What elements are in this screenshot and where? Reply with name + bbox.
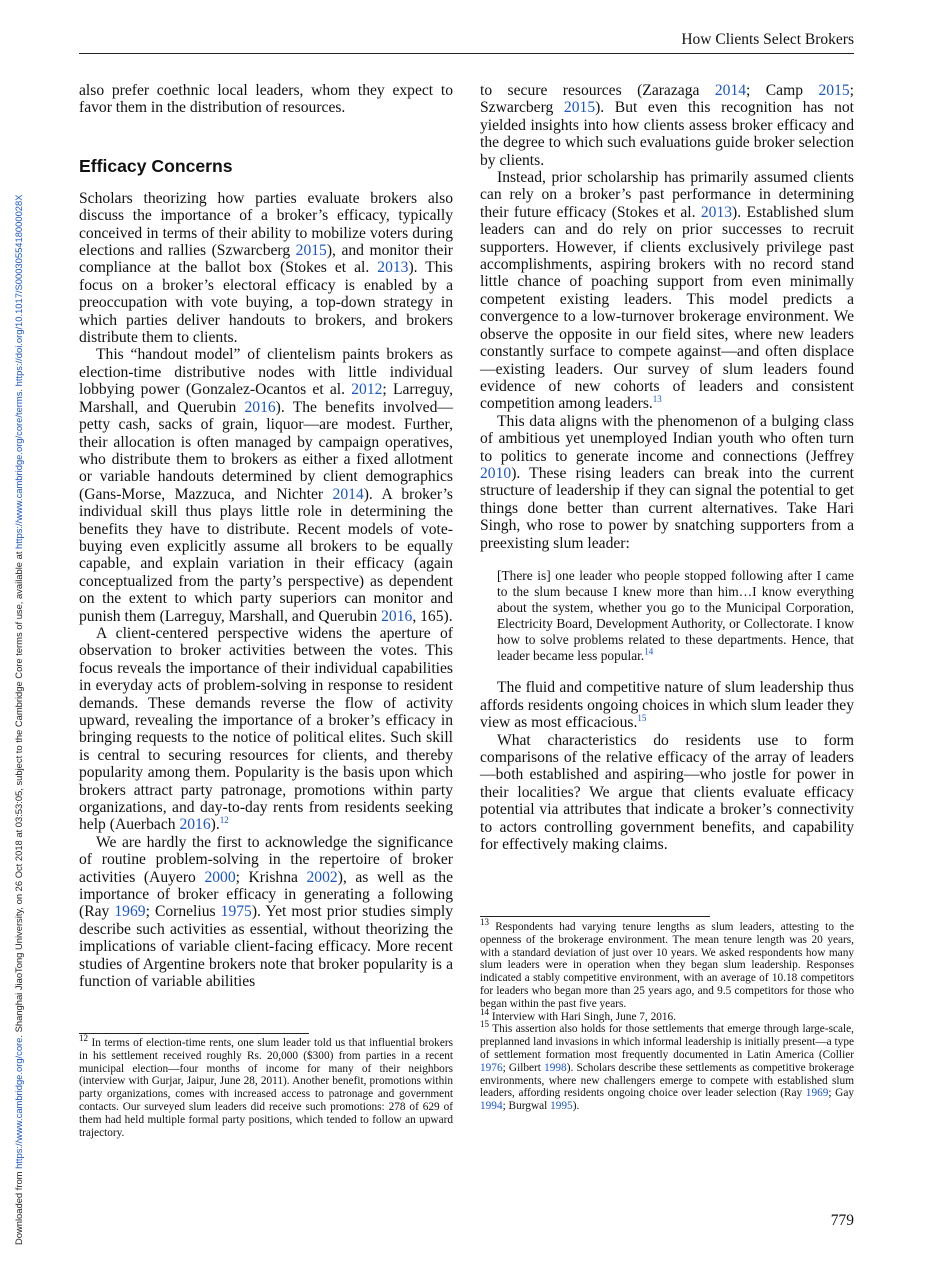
text-run: This assertion also holds for those settlements that emerge through large-scale, preplanned land invasions in which informal leadership is initially present—a type of settlement formation most frequently documented in Latin America (Collier: [480, 1023, 854, 1061]
text-run: ), and monitor their compliance at the ballot box (Stokes et al.: [79, 242, 453, 277]
citation-link[interactable]: 2015: [295, 242, 327, 260]
footnote-14: [480, 1006, 854, 1024]
footnote-number: 14: [480, 1006, 489, 1017]
citation-link[interactable]: 2000: [204, 868, 236, 886]
text-run: Scholars theorizing how parties evaluate brokers also discuss the importance of a broker’s efficacy, typically conceived in terms of their ability to mobilize voters during elections and rallies (Szwarcberg: [79, 189, 453, 260]
paragraph: [480, 413, 854, 552]
footnote-number: 15: [480, 1019, 489, 1030]
running-header: How Clients Select Brokers: [681, 31, 854, 48]
citation-link[interactable]: 2012: [351, 381, 383, 399]
footnote-marker[interactable]: 14: [644, 646, 654, 657]
paragraph: [79, 190, 453, 347]
header-rule: [79, 53, 854, 54]
text-run: We are hardly the first to acknowledge the significance of routine problem-solving in the repertoire of broker activities (Auyero: [79, 833, 453, 886]
citation-link[interactable]: 1995: [550, 1100, 573, 1113]
text-run: ; Gilbert: [502, 1061, 545, 1074]
download-notice-strip: [9, 85, 31, 1245]
footnote-marker[interactable]: 15: [637, 713, 647, 724]
paragraph: [480, 82, 854, 169]
doi-link[interactable]: https://doi.org/10.1017/S0003055418000028X: [13, 194, 24, 387]
text-run: ). Scholars describe these settlements as competitive brokerage environments, where new challengers emerge to compete with established slum leaders, affording residents ongoing choice over leader selection (Ray: [480, 1061, 854, 1100]
citation-link[interactable]: 1994: [480, 1100, 503, 1113]
text-run: ). These rising leaders can break into the current structure of leadership if they can signal the potential to get things done better than current alternatives. Take Hari Singh, who rose to power by snatching supporters from a preexisting slum leader:: [480, 464, 854, 552]
footnote-text: Respondents had varying tenure lengths as slum leaders, attesting to the openness of the brokerage environment. The mean tenure length was 20 years, with a standard deviation of just over 10 years. We asked respondents how many slum leaders were in operation when they began slum leadership. Responses indicated a stably competitive environment, with an average of 10.18 competitors for leaders who began more than 25 years ago, and 9.5 competitors for those who began within the past five years.: [480, 921, 854, 1010]
text-run: ; Krishna: [235, 868, 307, 886]
citation-link[interactable]: 2013: [377, 259, 409, 277]
text-run: ; Cornelius: [145, 903, 221, 921]
citation-link[interactable]: 2014: [332, 485, 364, 503]
text-run: Instead, prior scholarship has primarily assumed clients can rely on a broker’s past performance in determining their future efficacy (Stokes et al.: [480, 169, 854, 221]
footnote-number: 12: [79, 1033, 88, 1044]
citation-link[interactable]: 2014: [714, 82, 747, 99]
terms-link[interactable]: https://www.cambridge.org/core/terms: [13, 391, 24, 549]
citation-link[interactable]: 2015: [563, 99, 596, 117]
footnote-15: [480, 1019, 854, 1113]
text-run: ). Yet most prior studies simply describe such activities as essential, without theorizing the implications of variable client-facing efficacy. More recent studies of Argentine brokers note that broker popularity is a function of variable abilities: [79, 903, 453, 991]
text-run: ; Camp: [746, 82, 819, 99]
text-run: ).: [572, 1100, 580, 1113]
download-notice: [9, 85, 29, 1245]
paragraph: What characteristics do residents use to form comparisons of the relative efficacy of the array of leaders—both established and aspiring—who jostle for power in their localities? We argue that clients evaluate efficacy potential via attributes that indicate a broker’s connectivity to actors controlling government benefits, and capability for effectively making claims.: [480, 731, 854, 854]
citation-link[interactable]: 1976: [480, 1061, 503, 1074]
paragraph: [79, 346, 453, 625]
text-run: ). But even this recognition has not yielded insights into how clients assess broker efficacy and the degree to which such evaluations guide broker selection by clients.: [480, 99, 854, 169]
citation-link[interactable]: 2016: [179, 816, 211, 834]
footnote-text: Interview with Hari Singh, June 7, 2016.: [491, 1010, 677, 1023]
citation-link[interactable]: 2016: [244, 398, 276, 416]
page-number: 779: [830, 1212, 854, 1229]
text-run: ). The benefits involved—petty cash, sacks of grain, liquor—are modest. Further, their allocation is often managed by campaign operatives, who distribute them to brokers as either a fixed allotment or variable handouts determined by client demographics (Gans-Morse, Mazzuca, and Nichter: [79, 398, 453, 503]
paragraph: [79, 834, 453, 991]
right-column: [480, 82, 854, 853]
text-run: ). A broker’s individual skill thus plays little role in determining the benefits they have to distribute. Recent models of vote-buying even explicitly assume all brokers to be equally capable, and explain variation in their efficacy (again conceptualized from the party’s perspective) as dependent on the extent to which party superiors can monitor and punish them (Larreguy, Marshall, and Querubin: [79, 485, 454, 625]
footnote-marker[interactable]: 12: [219, 815, 229, 826]
cambridge-core-link[interactable]: https://www.cambridge.org/core: [13, 1037, 24, 1169]
text-run: A client-centered perspective widens the aperture of observation to broker activities between the votes. This focus reveals the importance of their individual capabilities in everyday acts of problem-solving in response to resident demands. These demands reverse the flow of activity upward, revealing the importance of a broker’s efficacy in bringing requests to the notice of political elites. Such skill is central to securing resources for clients, and thereby popularity among them. Popularity is the basis upon which brokers attract party patronage, promotions within party organizations, and day-to-day rents from residents seeking help (Auerbach: [79, 624, 453, 834]
text-run: This data aligns with the phenomenon of a bulging class of ambitious yet unemployed Indian youth who often turn to politics to generate income and connections (Jeffrey: [480, 412, 854, 465]
quote-text: [There is] one leader who people stopped following after I came to the slum because I knew more than him…I know everything about the system, whether you go to the Municipal Corporation, Electricity Board, Development Authority, or Collectorate. I know how to solve problems related to these departments. Hence, that leader became less popular.: [497, 567, 854, 663]
footnote-text: In terms of election-time rents, one slum leader told us that influential brokers in his settlement received roughly Rs. 20,000 ($300) from parties in a recent municipal election—four months of income for many of their neighbors (interview with Gurjar, Jaipur, June 28, 2011). Another benefit, promotions within party organizations, comes with increased access to patronage and government contacts. Our surveyed slum leaders did receive such promotions: 278 of 629 of them had held multiple formal party positions, which tended to follow an upward trajectory.: [79, 1037, 453, 1139]
footnote-rule: [79, 1033, 309, 1034]
paragraph-intro: also prefer coethnic local leaders, whom they expect to favor them in the distribution of resources.: [79, 82, 453, 117]
text-run: to secure resources (Zarazaga: [480, 82, 715, 99]
download-notice-prefix: Downloaded from: [13, 1168, 24, 1245]
text-run: The fluid and competitive nature of slum leadership thus affords residents ongoing choices in which slum leader they view as most efficacious.: [480, 679, 854, 732]
text-run: ; Larreguy, Marshall, and Querubin: [79, 381, 453, 416]
text-run: ).: [210, 816, 220, 834]
paragraph: [480, 679, 854, 731]
footnotes-right: [480, 917, 854, 1113]
citation-link[interactable]: 1975: [220, 903, 252, 921]
text-run: This “handout model” of clientelism paints brokers as election-time distributive nodes with little individual lobbying power (Gonzalez-Ocantos et al.: [79, 346, 453, 399]
text-run: ; Gay: [828, 1087, 854, 1100]
left-column: [79, 82, 453, 991]
text-run: ; Szwarcberg: [480, 82, 854, 117]
paragraph: [480, 169, 854, 413]
paragraph: [79, 625, 453, 834]
download-notice-sep: .: [13, 386, 24, 392]
text-run: ). Established slum leaders can and do rely on prior successes to recruit supporters. However, if clients exclusively privilege past accomplishments, aspiring brokers with no record stand little chance of poaching support from even minimally competent existing leaders. This model predicts a convergence to a low-turnover brokerage environment. We observe the opposite in our field sites, where new leaders constantly surface to compete against—and often displace—existing leaders. Our survey of slum leaders found evidence of new cohorts of leaders and consistent competition among leaders.: [480, 203, 855, 413]
text-run: ). This focus on a broker’s electoral efficacy is enabled by a preoccupation with vote buying, a top-down strategy in which parties deliver handouts to brokers, and brokers distribute them to clients.: [79, 259, 454, 347]
text-run: ), as well as the importance of broker efficacy in generating a following (Ray: [79, 868, 453, 921]
download-notice-middle: . Shanghai JiaoTong University, on 26 Oct 2018 at 03:53:05, subject to the Cambridge Core terms of use, available at: [13, 548, 24, 1038]
block-quote: [497, 568, 854, 663]
footnote-rule: [480, 916, 710, 917]
text-run: ; Burgwal: [502, 1100, 551, 1113]
footnote-marker[interactable]: 13: [652, 394, 662, 405]
text-run: , 165).: [412, 607, 453, 625]
footnote-13: [480, 917, 854, 1011]
citation-link[interactable]: 1969: [114, 903, 146, 921]
citation-link[interactable]: 1969: [805, 1087, 829, 1100]
citation-link[interactable]: 2015: [818, 82, 850, 99]
citation-link[interactable]: 1998: [544, 1061, 567, 1074]
citation-link[interactable]: 2010: [480, 464, 512, 482]
footnotes-left: [79, 1033, 453, 1139]
citation-link[interactable]: 2013: [700, 203, 733, 221]
citation-link[interactable]: 2002: [306, 868, 338, 886]
section-heading: Efficacy Concerns: [79, 155, 233, 176]
citation-link[interactable]: 2016: [381, 607, 413, 625]
footnote-12: [79, 1033, 453, 1139]
footnote-number: 13: [480, 917, 489, 928]
